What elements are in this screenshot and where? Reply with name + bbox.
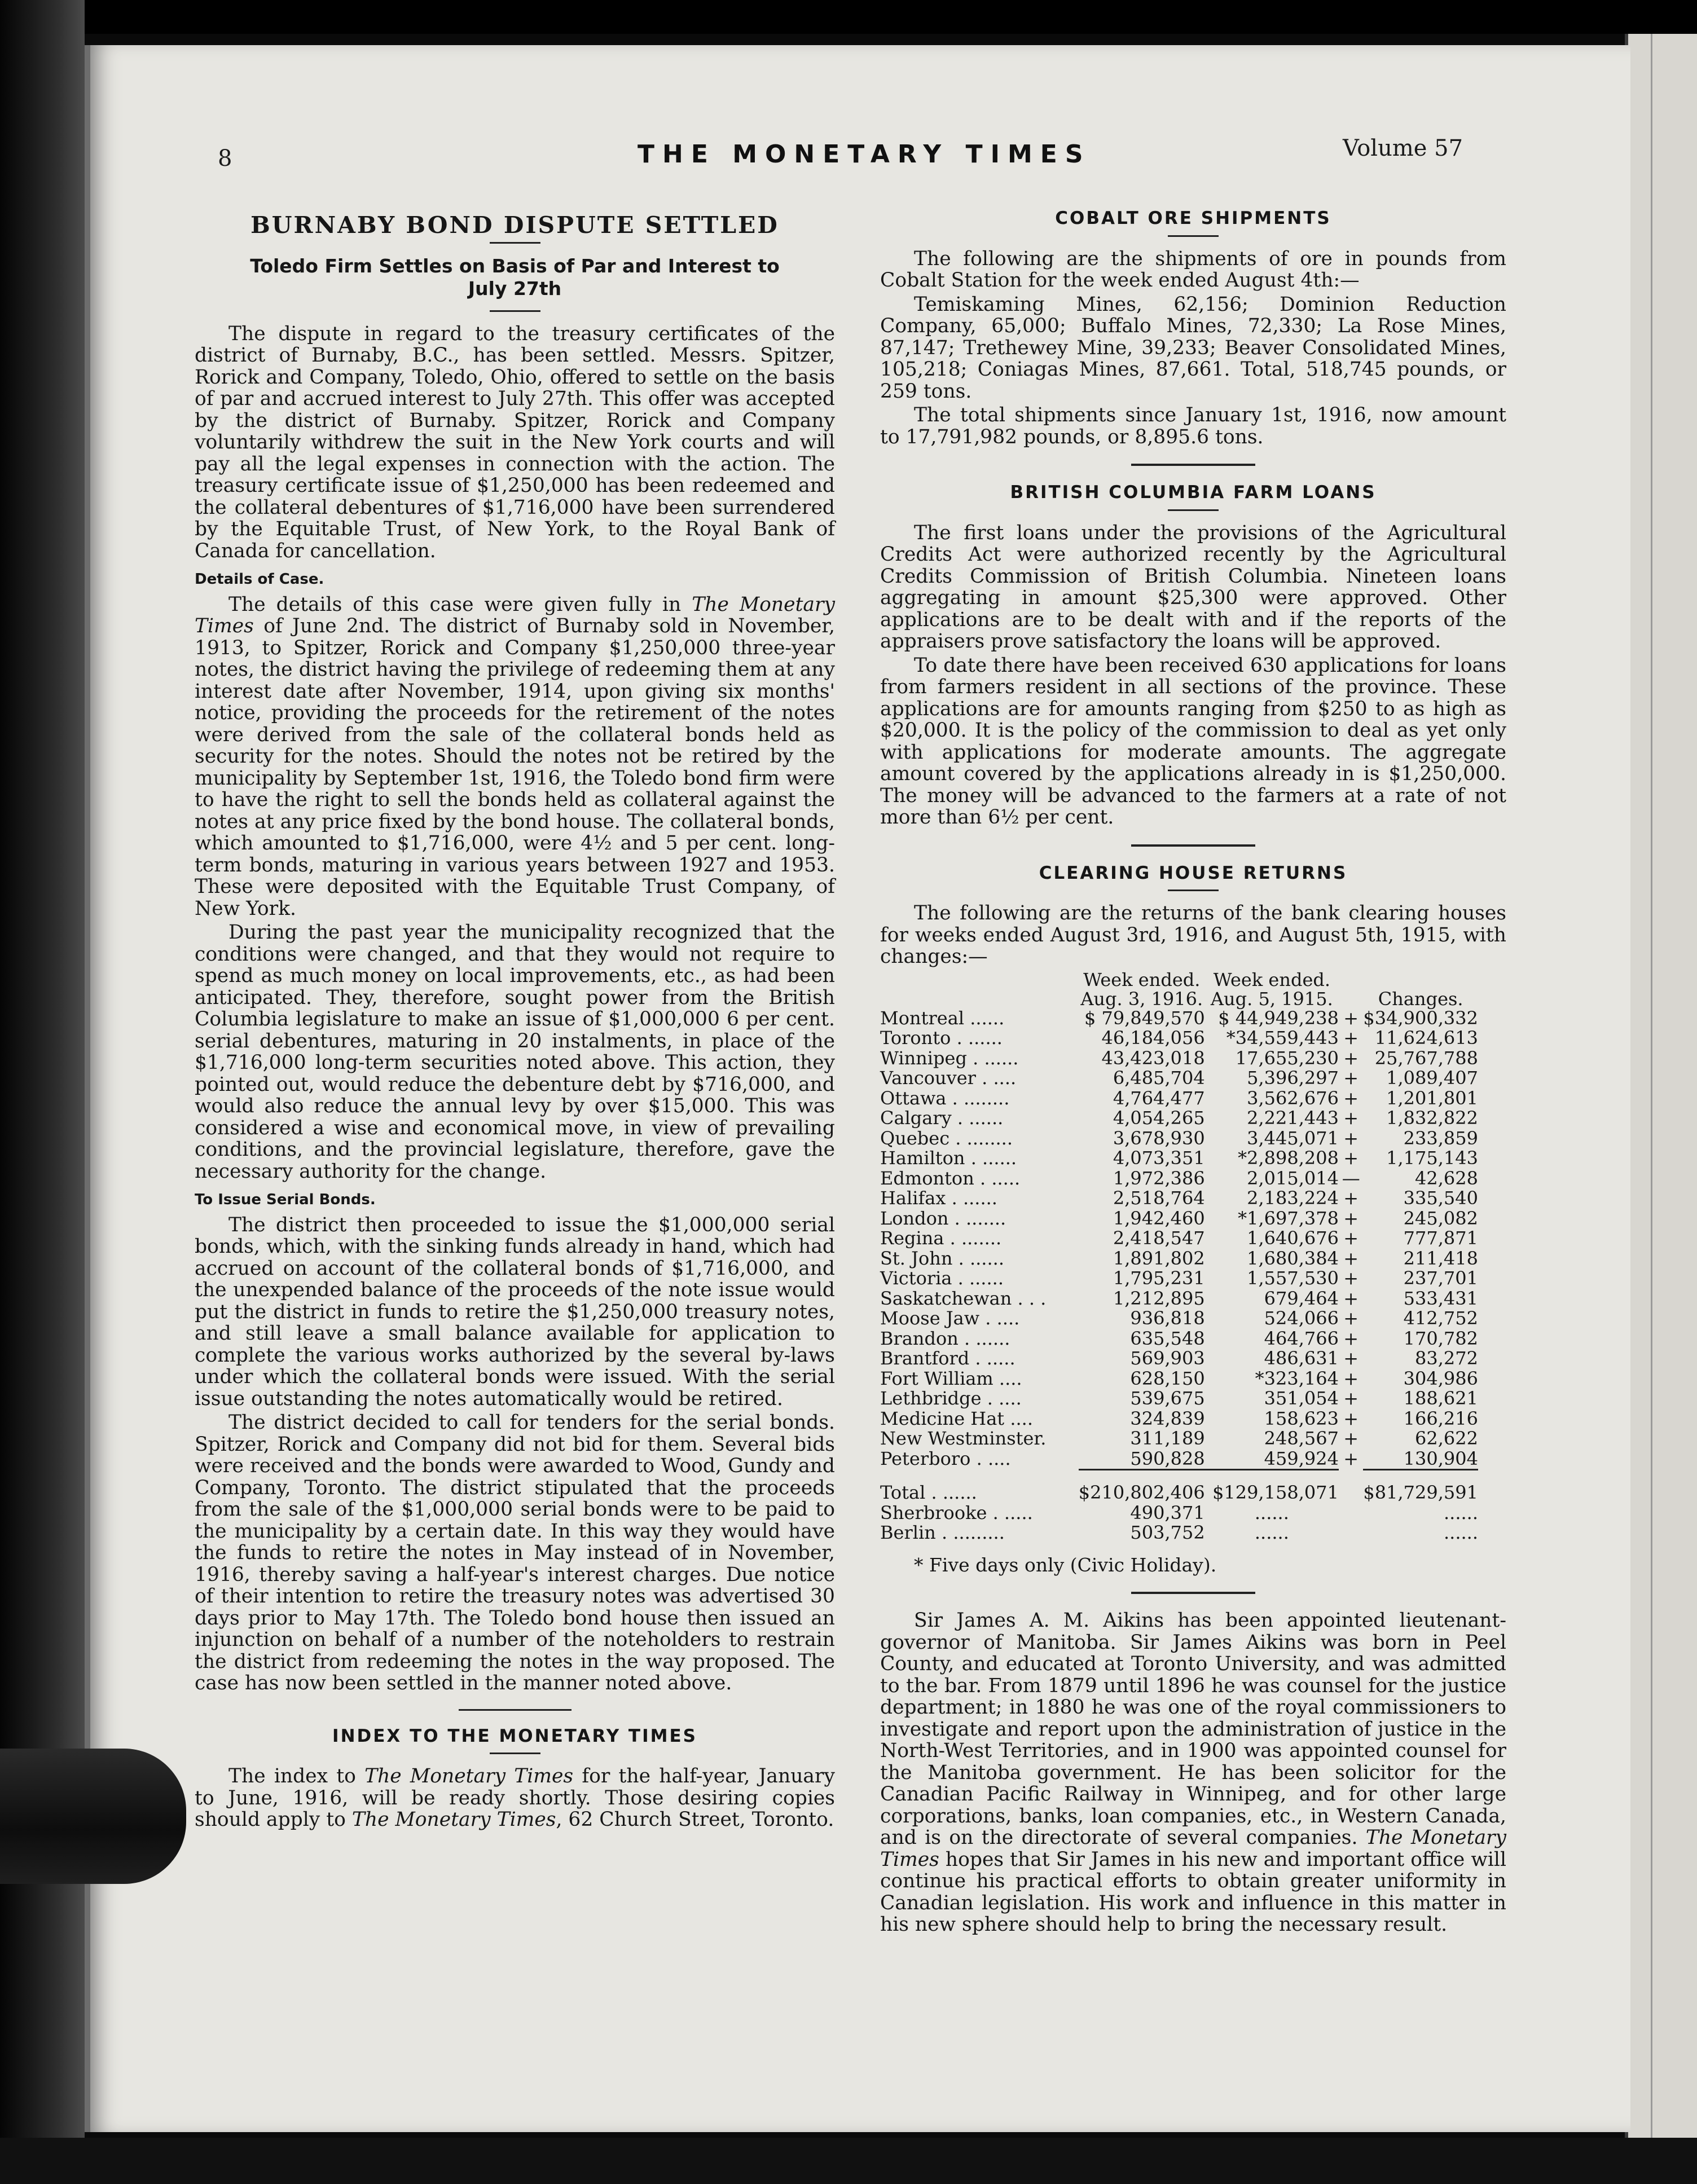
- text-run: hopes that Sir James in his new and important office will continue his practical efforts to obtain greater uniformity in Canadian legislation. His work and influence in this matter in his new sphere should help to bring the necessary result.: [880, 1848, 1506, 1936]
- change-cell: 245,082: [1403, 1207, 1478, 1229]
- table-row: [880, 1028, 1478, 1049]
- week-1915-cell: 3,562,676: [1247, 1087, 1339, 1109]
- change-cell: 11,624,613: [1374, 1027, 1478, 1049]
- text-run: of June 2nd. The district of Burnaby sold in November, 1913, to Spitzer, Rorick and Company $1,250,000 three-year notes, the district having the privilege of redeeming them at any interest date after November, 1914, upon giving six months' notice, providing the proceeds for the retirement of the notes were derived from the sale of the collateral bonds held as security for the notes. Should the notes not be retired by the municipality by September 1st, 1916, the Toledo bond firm were to have the right to sell the bonds held as collateral against the notes at any price fixed by the bond house. The collateral bonds, which amounted to $1,716,000, were 4½ and 5 per cent. long-term bonds, maturing in various years between 1927 and 1953. These were deposited with the Equitable Trust Company, of New York.: [195, 615, 835, 920]
- change-sign-cell: +: [1343, 1207, 1359, 1229]
- city-cell: Brandon . ......: [880, 1327, 1010, 1349]
- divider: [1168, 235, 1219, 237]
- week-1915-cell: 2,221,443: [1247, 1107, 1339, 1129]
- change-sign-cell: +: [1343, 1428, 1359, 1449]
- week-1915-cell: 486,631: [1264, 1348, 1339, 1369]
- week-1916-cell: 490,371: [1130, 1501, 1205, 1523]
- header-line: Week ended.: [1083, 968, 1201, 990]
- bc-loans-title: BRITISH COLUMBIA FARM LOANS: [1010, 482, 1377, 503]
- left-column: [195, 209, 835, 1833]
- city-cell: Winnipeg . ......: [880, 1047, 1019, 1069]
- rule: [1363, 1470, 1478, 1479]
- change-cell: 166,216: [1403, 1407, 1478, 1429]
- text-run: Sir James A. M. Aikins has been appointed lieutenant-governor of Manitoba. Sir James Aikins was born in Peel County, and educated at Toronto University, and was admitted to the bar. From 1879 until 1896 he was counsel for the justice department; in 1880 he was one of the royal commissioners to investigate and report upon the administration of justice in the North-West Territories, and in 1900 was appointed counsel for the Manitoba government. He has been solicitor for the Canadian Pacific Railway in Winnipeg, and for other large corporations, banks, loan companies, etc., in Western Canada, and is on the directorate of several companies.: [880, 1609, 1506, 1849]
- table-row: [880, 1228, 1478, 1249]
- city-cell: Vancouver . ....: [880, 1067, 1017, 1089]
- page-number: 8: [218, 146, 232, 171]
- table-row: [880, 1169, 1478, 1189]
- week-1916-cell: $ 79,849,570: [1084, 1007, 1205, 1029]
- table-row: [880, 1269, 1478, 1289]
- rule: [1079, 1470, 1205, 1479]
- cobalt-title: COBALT ORE SHIPMENTS: [1055, 208, 1331, 228]
- week-1915-cell: 459,924: [1264, 1447, 1339, 1469]
- bc-loans-paragraph-2: To date there have been received 630 applications for loans from farmers resident in all sections of the province. These applications are for amounts ranging from $250 to as high as $20,000. It is the policy of the commission to deal as yet only with applications for moderate amounts. The aggregate amount covered by the applications already in is $1,250,000. The money will be advanced to the farmers at a rate of not more than 6½ per cent.: [880, 654, 1506, 829]
- week-1916-cell: 1,972,386: [1113, 1167, 1205, 1189]
- change-sign-cell: +: [1343, 1348, 1359, 1369]
- change-sign-cell: +: [1343, 1147, 1359, 1169]
- week-1916-cell: 43,423,018: [1101, 1047, 1205, 1069]
- week-1915-cell: ......: [1254, 1501, 1289, 1523]
- city-cell: Edmonton . .....: [880, 1167, 1021, 1189]
- week-1915-cell: 2,015,014: [1247, 1167, 1339, 1189]
- week-1915-cell: 1,640,676: [1247, 1227, 1339, 1249]
- spacer: [1339, 1523, 1363, 1543]
- scan-top-border: [0, 0, 1697, 34]
- week-1915-cell: 524,066: [1264, 1307, 1339, 1329]
- change-cell: 533,431: [1403, 1287, 1478, 1309]
- aikins-paragraph: [880, 1610, 1506, 1936]
- week-1915-cell: 1,557,530: [1247, 1267, 1339, 1289]
- change-cell: 1,832,822: [1386, 1107, 1478, 1129]
- publication-title: THE MONETARY TIMES: [638, 140, 1091, 169]
- change-cell: 25,767,788: [1374, 1047, 1478, 1069]
- publication-name: The Monetary Times: [364, 1765, 574, 1787]
- publication-name: The Monetary Times: [195, 593, 835, 637]
- change-cell: 130,904: [1403, 1447, 1478, 1469]
- serial-bonds-heading: To Issue Serial Bonds.: [195, 1191, 376, 1208]
- week-1916-cell: 4,054,265: [1113, 1107, 1205, 1129]
- section-divider: [1131, 1592, 1255, 1594]
- week-1915-cell: $ 44,949,238: [1218, 1007, 1339, 1029]
- week-1916-cell: 1,795,231: [1113, 1267, 1205, 1289]
- total-label: Total . ......: [880, 1482, 977, 1503]
- table-row: [880, 1249, 1478, 1269]
- change-sign-cell: +: [1343, 1087, 1359, 1109]
- header-line: Aug. 5, 1915.: [1210, 988, 1333, 1010]
- cobalt-paragraph-2: Temiskaming Mines, 62,156; Dominion Reduction Company, 65,000; Buffalo Mines, 72,330; La Rose Mines, 87,147; Trethewey Mine, 39,233; Beaver Consolidated Mines, 105,218; Coniagas Mines, 87,661. Total, 518,745 pounds, or 259 tons.: [880, 293, 1506, 403]
- change-sign-cell: +: [1343, 1107, 1359, 1129]
- column-header-changes: Changes.: [1378, 988, 1463, 1010]
- city-cell: Halifax . ......: [880, 1187, 997, 1209]
- week-1915-cell: 5,396,297: [1247, 1067, 1339, 1089]
- burnaby-paragraph-3: During the past year the municipality recognized that the conditions were changed, and that they would not require to spend as much money on local improvements, etc., as had been anticipated. They, therefore, sought power from the British Columbia legislature to make an issue of $1,000,000 6 per cent. serial debentures, maturing in 20 instalments, in place of the $1,716,000 long-term securities noted above. This action, they pointed out, would reduce the debenture debt by $716,000, and would also reduce the annual levy by over $15,000. This was considered a wise and economical move, in view of prevailing conditions, and the provincial legislature, therefore, gave the necessary authority for the change.: [195, 921, 835, 1183]
- week-1915-cell: 17,655,230: [1235, 1047, 1339, 1069]
- section-divider: [459, 1709, 571, 1711]
- publication-name: The Monetary Times: [880, 1826, 1506, 1871]
- divider: [490, 1753, 540, 1754]
- week-1915-cell: 351,054: [1264, 1388, 1339, 1409]
- week-1915-cell: 1,680,384: [1247, 1247, 1339, 1269]
- week-1915-cell: 464,766: [1264, 1327, 1339, 1349]
- header-line: Week ended.: [1213, 968, 1331, 990]
- change-cell: 62,622: [1415, 1428, 1478, 1449]
- table-header-sign: [1339, 970, 1363, 1009]
- rule: [1205, 1470, 1339, 1479]
- week-1916-cell: 635,548: [1130, 1327, 1205, 1349]
- change-sign-cell: +: [1343, 1187, 1359, 1209]
- table-row: [880, 1409, 1478, 1429]
- table-row: [880, 1449, 1478, 1470]
- next-page-edge: [1625, 34, 1697, 2184]
- clearing-table: [880, 970, 1478, 1543]
- week-1915-cell: ......: [1254, 1522, 1289, 1543]
- spacer: [880, 1470, 1079, 1479]
- city-cell: Ottawa . ........: [880, 1087, 1010, 1109]
- change-sign-cell: —: [1342, 1167, 1360, 1189]
- change-sign-cell: +: [1343, 1067, 1359, 1089]
- week-1915-cell: 248,567: [1264, 1428, 1339, 1449]
- section-divider: [1131, 844, 1255, 847]
- week-1916-cell: 569,903: [1130, 1348, 1205, 1369]
- index-title: INDEX TO THE MONETARY TIMES: [332, 1725, 697, 1746]
- text-run: The details of this case were given fully in: [228, 593, 692, 616]
- change-cell: 188,621: [1403, 1388, 1478, 1409]
- change-cell: $34,900,332: [1363, 1007, 1478, 1029]
- table-row: [880, 1129, 1478, 1149]
- table-row: [880, 1503, 1478, 1523]
- table-row: [880, 1148, 1478, 1169]
- week-1916-cell: 936,818: [1130, 1307, 1205, 1329]
- city-cell: Moose Jaw . ....: [880, 1307, 1020, 1329]
- table-row: [880, 1329, 1478, 1349]
- week-1916-cell: 311,189: [1130, 1428, 1205, 1449]
- table-row: [880, 1068, 1478, 1089]
- city-cell: Saskatchewan . . .: [880, 1287, 1047, 1309]
- change-cell: 233,859: [1403, 1127, 1478, 1149]
- header-line: Aug. 3, 1916.: [1080, 988, 1203, 1010]
- text-run: for the half-year, January to June, 1916, will be ready shortly. Those desiring copies should apply to: [195, 1765, 835, 1831]
- city-cell: Regina . .......: [880, 1227, 1002, 1249]
- city-cell: Berlin . .........: [880, 1522, 1005, 1543]
- week-1915-cell: 2,183,224: [1247, 1187, 1339, 1209]
- city-cell: Quebec . ........: [880, 1127, 1013, 1149]
- table-row: [880, 1089, 1478, 1109]
- change-sign-cell: +: [1343, 1407, 1359, 1429]
- binding-clip: [0, 1749, 186, 1884]
- change-sign-cell: +: [1343, 1388, 1359, 1409]
- change-cell: 83,272: [1415, 1348, 1478, 1369]
- table-footnote: * Five days only (Civic Holiday).: [914, 1553, 1217, 1576]
- week-1916-cell: 324,839: [1130, 1407, 1205, 1429]
- text-run: , 62 Church Street, Toronto.: [556, 1808, 834, 1831]
- column-header-1916: [1079, 970, 1205, 1009]
- total-1915: $129,158,071: [1212, 1482, 1339, 1503]
- change-cell: 1,201,801: [1386, 1087, 1478, 1109]
- week-1916-cell: 590,828: [1130, 1447, 1205, 1469]
- city-cell: Medicine Hat ....: [880, 1407, 1033, 1429]
- city-cell: Montreal ......: [880, 1007, 1005, 1029]
- divider: [1168, 890, 1219, 891]
- table-row: [880, 1188, 1478, 1209]
- city-cell: Hamilton . ......: [880, 1147, 1017, 1169]
- week-1915-cell: *1,697,378: [1238, 1207, 1339, 1229]
- spacer: [1339, 1470, 1363, 1479]
- cobalt-paragraph-3: The total shipments since January 1st, 1916, now amount to 17,791,982 pounds, or 8,895.6 tons.: [880, 404, 1506, 448]
- week-1916-cell: 2,518,764: [1113, 1187, 1205, 1209]
- publication-name: The Monetary Times: [351, 1808, 556, 1831]
- change-sign-cell: +: [1343, 1287, 1359, 1309]
- table-row: [880, 1209, 1478, 1229]
- divider: [1168, 509, 1219, 511]
- change-sign-cell: +: [1343, 1227, 1359, 1249]
- burnaby-subtitle: Toledo Firm Settles on Basis of Par and Interest to July 27th: [250, 254, 780, 300]
- week-1916-cell: 3,678,930: [1113, 1127, 1205, 1149]
- table-row: [880, 1429, 1478, 1449]
- week-1915-cell: *2,898,208: [1238, 1147, 1339, 1169]
- change-cell: 170,782: [1403, 1327, 1478, 1349]
- total-separator-row: [880, 1470, 1478, 1479]
- change-sign-cell: +: [1343, 1267, 1359, 1289]
- total-change: $81,729,591: [1363, 1482, 1478, 1503]
- change-cell: 1,175,143: [1386, 1147, 1478, 1169]
- clearing-intro: The following are the returns of the bank clearing houses for weeks ended August 3rd, 1916, and August 5th, 1915, with changes:—: [880, 902, 1506, 968]
- week-1916-cell: 628,150: [1130, 1367, 1205, 1389]
- table-row: [880, 1523, 1478, 1543]
- week-1916-cell: 4,764,477: [1113, 1087, 1205, 1109]
- total-1916: $210,802,406: [1078, 1482, 1205, 1503]
- change-sign-cell: +: [1343, 1367, 1359, 1389]
- clearing-title: CLEARING HOUSE RETURNS: [1039, 862, 1348, 883]
- week-1916-cell: 1,891,802: [1113, 1247, 1205, 1269]
- table-row: [880, 1289, 1478, 1309]
- week-1916-cell: 539,675: [1130, 1388, 1205, 1409]
- city-cell: Calgary . ......: [880, 1107, 1004, 1129]
- change-cell: 304,986: [1403, 1367, 1478, 1389]
- change-sign-cell: +: [1343, 1448, 1359, 1470]
- change-sign-cell: +: [1343, 1327, 1359, 1349]
- change-cell: ......: [1443, 1501, 1478, 1523]
- change-cell: 777,871: [1403, 1227, 1478, 1249]
- details-heading: Details of Case.: [195, 571, 324, 588]
- city-cell: Fort William ....: [880, 1367, 1022, 1389]
- divider: [490, 242, 540, 244]
- change-sign-cell: +: [1343, 1247, 1359, 1269]
- scan-bottom-border: [0, 2138, 1697, 2184]
- city-cell: Lethbridge . ....: [880, 1388, 1022, 1409]
- week-1915-cell: 3,445,071: [1247, 1127, 1339, 1149]
- city-cell: Brantford . .....: [880, 1348, 1015, 1369]
- week-1916-cell: 1,212,895: [1113, 1287, 1205, 1309]
- change-cell: 1,089,407: [1386, 1067, 1478, 1089]
- city-cell: Sherbrooke . .....: [880, 1501, 1033, 1523]
- change-sign-cell: +: [1343, 1027, 1359, 1049]
- burnaby-title: BURNABY BOND DISPUTE SETTLED: [250, 212, 779, 239]
- change-sign-cell: +: [1343, 1127, 1359, 1149]
- city-cell: St. John . ......: [880, 1247, 1004, 1269]
- table-row: [880, 1108, 1478, 1129]
- week-1915-cell: 158,623: [1264, 1407, 1339, 1429]
- spacer: [1339, 1478, 1363, 1503]
- column-header-1915: [1205, 970, 1339, 1009]
- city-cell: Toronto . ......: [880, 1027, 1003, 1049]
- week-1916-cell: 4,073,351: [1113, 1147, 1205, 1169]
- change-sign-cell: +: [1343, 1047, 1359, 1069]
- index-paragraph: [195, 1765, 835, 1831]
- text-run: The index to: [228, 1765, 365, 1787]
- cobalt-paragraph-1: The following are the shipments of ore in pounds from Cobalt Station for the week ended August 4th:—: [880, 247, 1506, 292]
- change-cell: ......: [1443, 1522, 1478, 1543]
- week-1916-cell: 1,942,460: [1113, 1207, 1205, 1229]
- burnaby-paragraph-5: The district decided to call for tenders for the serial bonds. Spitzer, Rorick and Company did not bid for them. Several bids were received and the bonds were awarded to Wood, Gundy and Company, Toronto. The district stipulated that the proceeds from the sale of the $1,000,000 serial bonds were to be paid to the municipality by a certain date. In this way they would have the funds to retire the notes in May instead of in November, 1916, thereby saving a half-year's interest charges. Due notice of their intention to retire the treasury notes was advertised 30 days prior to May 17th. The Toledo bond house then issued an injunction on behalf of a number of the noteholders to restrain the district from redeeming the notes in the way proposed. The case has now been settled in the manner noted above.: [195, 1411, 835, 1694]
- section-divider: [1131, 464, 1255, 466]
- table-header-empty: [880, 970, 1079, 1009]
- city-cell: London . .......: [880, 1207, 1006, 1229]
- week-1916-cell: 6,485,704: [1113, 1067, 1205, 1089]
- week-1916-cell: 2,418,547: [1113, 1227, 1205, 1249]
- change-cell: 42,628: [1415, 1167, 1478, 1189]
- city-cell: Peterboro . ....: [880, 1448, 1011, 1470]
- burnaby-paragraph-2: [195, 594, 835, 920]
- change-cell: 412,752: [1403, 1307, 1478, 1329]
- table-row: [880, 1389, 1478, 1409]
- change-cell: 335,540: [1403, 1187, 1478, 1209]
- week-1916-cell: 503,752: [1130, 1522, 1205, 1543]
- table-header-row: [880, 970, 1478, 1009]
- city-cell: New Westminster.: [880, 1428, 1047, 1449]
- burnaby-paragraph-1: The dispute in regard to the treasury certificates of the district of Burnaby, B.C., has been settled. Messrs. Spitzer, Rorick and Company, Toledo, Ohio, offered to settle on the basis of par and accrued interest to July 27th. This offer was accepted by the district of Burnaby. Spitzer, Rorick and Company voluntarily withdrew the suit in the New York courts and will pay all the legal expenses in connection with the action. The treasury certificate issue of $1,250,000 has been redeemed and the collateral debentures of $1,716,000 have been surrendered by the Equitable Trust, of New York, to the Royal Bank of Canada for cancellation.: [195, 322, 835, 562]
- spacer: [1339, 1503, 1363, 1523]
- week-1915-cell: *323,164: [1255, 1367, 1339, 1389]
- clearing-table-body: [880, 1009, 1478, 1543]
- table-row: [880, 1349, 1478, 1369]
- change-sign-cell: +: [1343, 1007, 1359, 1029]
- table-row: [880, 1309, 1478, 1329]
- change-cell: 211,418: [1403, 1247, 1478, 1269]
- week-1915-cell: *34,559,443: [1226, 1027, 1339, 1049]
- volume-label: Volume 57: [1343, 135, 1463, 161]
- table-row: [880, 1369, 1478, 1389]
- city-cell: Victoria . ......: [880, 1267, 1004, 1289]
- page-fold: [1651, 34, 1652, 2184]
- bc-loans-paragraph-1: The first loans under the provisions of the Agricultural Credits Act were authorized recently by the Agricultural Credits Commission of British Columbia. Nineteen loans aggregating in amount $25,300 were approved. Other applications are to be dealt with and if the reports of the appraisers prove satisfactory the loans will be approved.: [880, 521, 1506, 653]
- week-1916-cell: 46,184,056: [1101, 1027, 1205, 1049]
- table-row: [880, 1049, 1478, 1069]
- table-row: [880, 1009, 1478, 1029]
- change-cell: 237,701: [1403, 1267, 1478, 1289]
- change-sign-cell: +: [1343, 1307, 1359, 1329]
- divider: [490, 310, 540, 312]
- week-1915-cell: 679,464: [1264, 1287, 1339, 1309]
- right-column: [880, 203, 1506, 1938]
- burnaby-paragraph-4: The district then proceeded to issue the $1,000,000 serial bonds, which, with the sinking funds already in hand, which had accrued on account of the collateral bonds of $1,716,000, and the unexpended balance of the proceeds of the note issue would put the district in funds to retire the $1,250,000 treasury notes, and still leave a small balance available for application to complete the various works authorized by the several by-laws under which the collateral bonds were issued. With the serial issue outstanding the notes automatically would be retired.: [195, 1213, 835, 1410]
- total-row: [880, 1478, 1478, 1503]
